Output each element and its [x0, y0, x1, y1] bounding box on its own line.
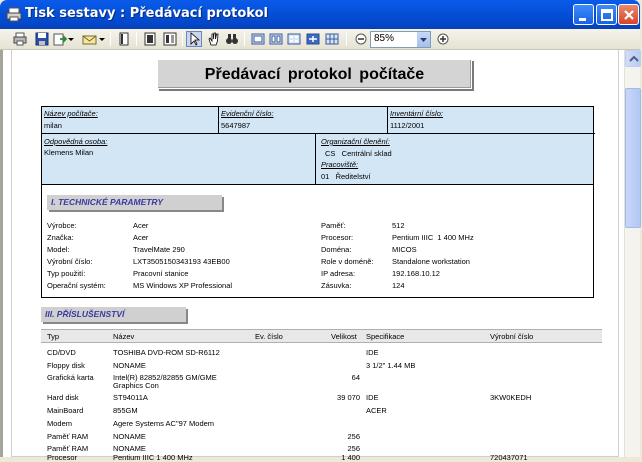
- single-page-icon: [142, 31, 158, 47]
- cell-type: Grafická karta: [47, 373, 94, 382]
- one-page-button[interactable]: [142, 31, 158, 47]
- maximize-icon: [597, 5, 618, 26]
- view-four-pages-icon: [286, 31, 302, 47]
- cell-type: Paměť RAM: [47, 444, 89, 453]
- org-unit-cell: [316, 134, 595, 185]
- toolbar-separator: [182, 32, 183, 46]
- cell-size: 256: [347, 444, 360, 453]
- zoom-out-icon: [353, 31, 369, 47]
- cell-size: 64: [351, 373, 360, 382]
- cell-name: Pentium IIIC 1 400 MHz: [113, 453, 193, 462]
- accessories-table-header: [41, 329, 602, 343]
- cell-serial: 3KW0KEDH: [490, 393, 532, 402]
- registry-no-cell: [219, 107, 388, 134]
- zoom-dropdown-button[interactable]: [417, 32, 430, 47]
- view-multiple-pages-icon: [305, 31, 321, 47]
- param-label: Výrobce:: [47, 221, 77, 230]
- export-button[interactable]: [52, 31, 68, 47]
- workplace-label: Pracoviště:: [321, 160, 359, 169]
- save-button[interactable]: [34, 31, 50, 47]
- computer-name-label: Název počítače:: [44, 109, 98, 118]
- cell-type: MainBoard: [47, 406, 84, 415]
- section-accessories-heading: III. PŘÍSLUŠENSTVÍ: [41, 307, 186, 322]
- cell-name: NONAME: [113, 432, 146, 441]
- column-header: Typ: [47, 332, 60, 341]
- cell-name: Agere Systems AC"97 Modem: [113, 419, 215, 428]
- grid-view-icon: [324, 31, 340, 47]
- cell-name: Intel(R) 82852/82855 GM/GME: [113, 373, 217, 382]
- param-value: Pracovní stanice: [133, 269, 189, 278]
- mail-icon: [82, 31, 98, 47]
- export-dropdown[interactable]: [67, 31, 75, 47]
- cell-type: Floppy disk: [47, 361, 85, 370]
- cell-name: ST94011A: [113, 393, 148, 402]
- close-button[interactable]: [618, 4, 639, 25]
- cell-spec: 3 1/2" 1.44 MB: [366, 361, 416, 370]
- param-value: MS Windows XP Professional: [133, 281, 233, 290]
- view-multiple-pages-button[interactable]: [305, 31, 321, 47]
- view-page-icon: [250, 31, 266, 47]
- page-icon: [116, 31, 132, 47]
- param-value: Pentium IIIC 1 400 MHz: [392, 233, 474, 242]
- cell-name: NONAME: [113, 444, 146, 453]
- column-header: Název: [113, 332, 135, 341]
- param-label: Operační systém:: [47, 281, 106, 290]
- workplace-value: 01 Ředitelství: [321, 172, 371, 181]
- param-label: Značka:: [47, 233, 74, 242]
- param-value: Acer: [133, 221, 149, 230]
- registry-no-value: 5647987: [221, 121, 251, 130]
- binoculars-icon: [224, 31, 240, 47]
- toolbar-separator: [346, 32, 347, 46]
- cell-size: 39 070: [337, 393, 360, 402]
- param-label: Výrobní číslo:: [47, 257, 93, 266]
- param-label: IP adresa:: [321, 269, 356, 278]
- close-icon: [619, 5, 640, 26]
- view-two-pages-icon: [268, 31, 284, 47]
- chevron-down-icon: [417, 32, 430, 47]
- preview-area[interactable]: [0, 50, 624, 462]
- column-header: Výrobní číslo: [490, 332, 534, 341]
- hand-tool-button[interactable]: [206, 31, 222, 47]
- chevron-up-icon: [626, 51, 642, 68]
- param-label: Procesor:: [321, 233, 354, 242]
- cell-name: TOSHIBA DVD-ROM SD-R6112: [113, 348, 220, 357]
- param-label: Doména:: [321, 245, 352, 254]
- toolbar: [0, 29, 640, 50]
- cell-spec: IDE: [366, 348, 379, 357]
- vertical-scrollbar[interactable]: [624, 50, 640, 457]
- responsible-label: Odpovědná osoba:: [44, 137, 108, 146]
- inventory-no-label: Inventární číslo:: [390, 109, 443, 118]
- param-value: 192.168.10.12: [392, 269, 440, 278]
- document-title: Předávací protokol počítače: [157, 59, 472, 89]
- param-label: Paměť:: [321, 221, 346, 230]
- maximize-button[interactable]: [596, 4, 617, 25]
- zoom-select[interactable]: [370, 31, 431, 48]
- minimize-icon: [574, 5, 595, 26]
- view-four-pages-button[interactable]: [286, 31, 302, 47]
- column-header: Specifikace: [366, 332, 405, 341]
- param-value: TravelMate 290: [133, 245, 185, 254]
- header-box: [41, 106, 594, 185]
- send-button[interactable]: [82, 31, 98, 47]
- param-value: LXT3505150343193 43EB00: [133, 257, 230, 266]
- param-label: Typ použití:: [47, 269, 86, 278]
- page-width-button[interactable]: [162, 31, 178, 47]
- cell-name-line2: Graphics Con: [113, 381, 159, 390]
- print-button[interactable]: [12, 31, 28, 47]
- find-button[interactable]: [224, 31, 240, 47]
- dropdown-arrow-icon: [67, 31, 75, 47]
- inventory-no-value: 1112/2001: [390, 121, 425, 130]
- zoom-in-icon: [435, 31, 451, 47]
- page-setup-button[interactable]: [116, 31, 132, 47]
- view-one-page-button[interactable]: [250, 31, 266, 47]
- column-header: Ev. číslo: [255, 332, 283, 341]
- cell-type: Modem: [47, 419, 73, 428]
- send-dropdown[interactable]: [98, 31, 106, 47]
- dropdown-arrow-icon: [98, 31, 106, 47]
- zoom-out-button[interactable]: [353, 31, 369, 47]
- cell-type: Paměť RAM: [47, 432, 89, 441]
- hand-icon: [206, 31, 222, 47]
- printer-icon: [12, 31, 28, 47]
- responsible-cell: [42, 134, 316, 185]
- param-label: Role v doméně:: [321, 257, 374, 266]
- computer-name-cell: [42, 107, 219, 134]
- cell-name: NONAME: [113, 361, 146, 370]
- page-width-icon: [162, 31, 178, 47]
- title-bar: [0, 0, 640, 29]
- toolbar-separator: [244, 32, 245, 46]
- toolbar-separator: [110, 32, 111, 46]
- minimize-button[interactable]: [573, 4, 594, 25]
- floppy-save-icon: [34, 31, 50, 47]
- cursor-arrow-icon: [187, 32, 201, 46]
- toolbar-separator: [136, 32, 137, 46]
- view-two-pages-button[interactable]: [268, 31, 284, 47]
- column-header: Velikost: [331, 332, 357, 341]
- cell-name: 855GM: [113, 406, 138, 415]
- cell-spec: IDE: [366, 393, 379, 402]
- view-grid-button[interactable]: [324, 31, 340, 47]
- cell-spec: ACER: [366, 406, 387, 415]
- zoom-value: 85%: [374, 33, 395, 44]
- param-label: Zásuvka:: [321, 281, 352, 290]
- registry-no-label: Evidenční číslo:: [221, 109, 274, 118]
- param-value: MICOS: [392, 245, 417, 254]
- cell-size: 1 400: [341, 453, 360, 462]
- param-value: Acer: [133, 233, 149, 242]
- org-unit-label: Organizační členění:: [321, 137, 390, 146]
- cell-type: Hard disk: [47, 393, 79, 402]
- cell-size: 256: [347, 432, 360, 441]
- technical-parameters-box: [41, 185, 594, 298]
- select-tool-button[interactable]: [186, 31, 202, 47]
- computer-name-value: milan: [44, 121, 62, 130]
- org-unit-value: CS Centrální sklad: [325, 149, 392, 158]
- param-label: Model:: [47, 245, 70, 254]
- section-technical-heading: I. TECHNICKÉ PARAMETRY: [47, 195, 222, 210]
- param-value: 124: [392, 281, 405, 290]
- param-value: 512: [392, 221, 405, 230]
- export-icon: [52, 31, 68, 47]
- inventory-no-cell: [388, 107, 595, 134]
- param-value: Standalone workstation: [392, 257, 470, 266]
- zoom-in-button[interactable]: [435, 31, 451, 47]
- cell-serial: 720437071: [490, 453, 528, 462]
- responsible-value: Klemens Milan: [44, 148, 94, 157]
- window-title: Tisk sestavy : Předávací protokol: [25, 6, 268, 21]
- scroll-up-button[interactable]: [625, 50, 641, 67]
- report-page: [11, 50, 619, 462]
- cell-type: CD/DVD: [47, 348, 76, 357]
- cell-type: Procesor: [47, 453, 78, 462]
- scroll-thumb[interactable]: [625, 88, 641, 228]
- printer-icon: [6, 7, 22, 22]
